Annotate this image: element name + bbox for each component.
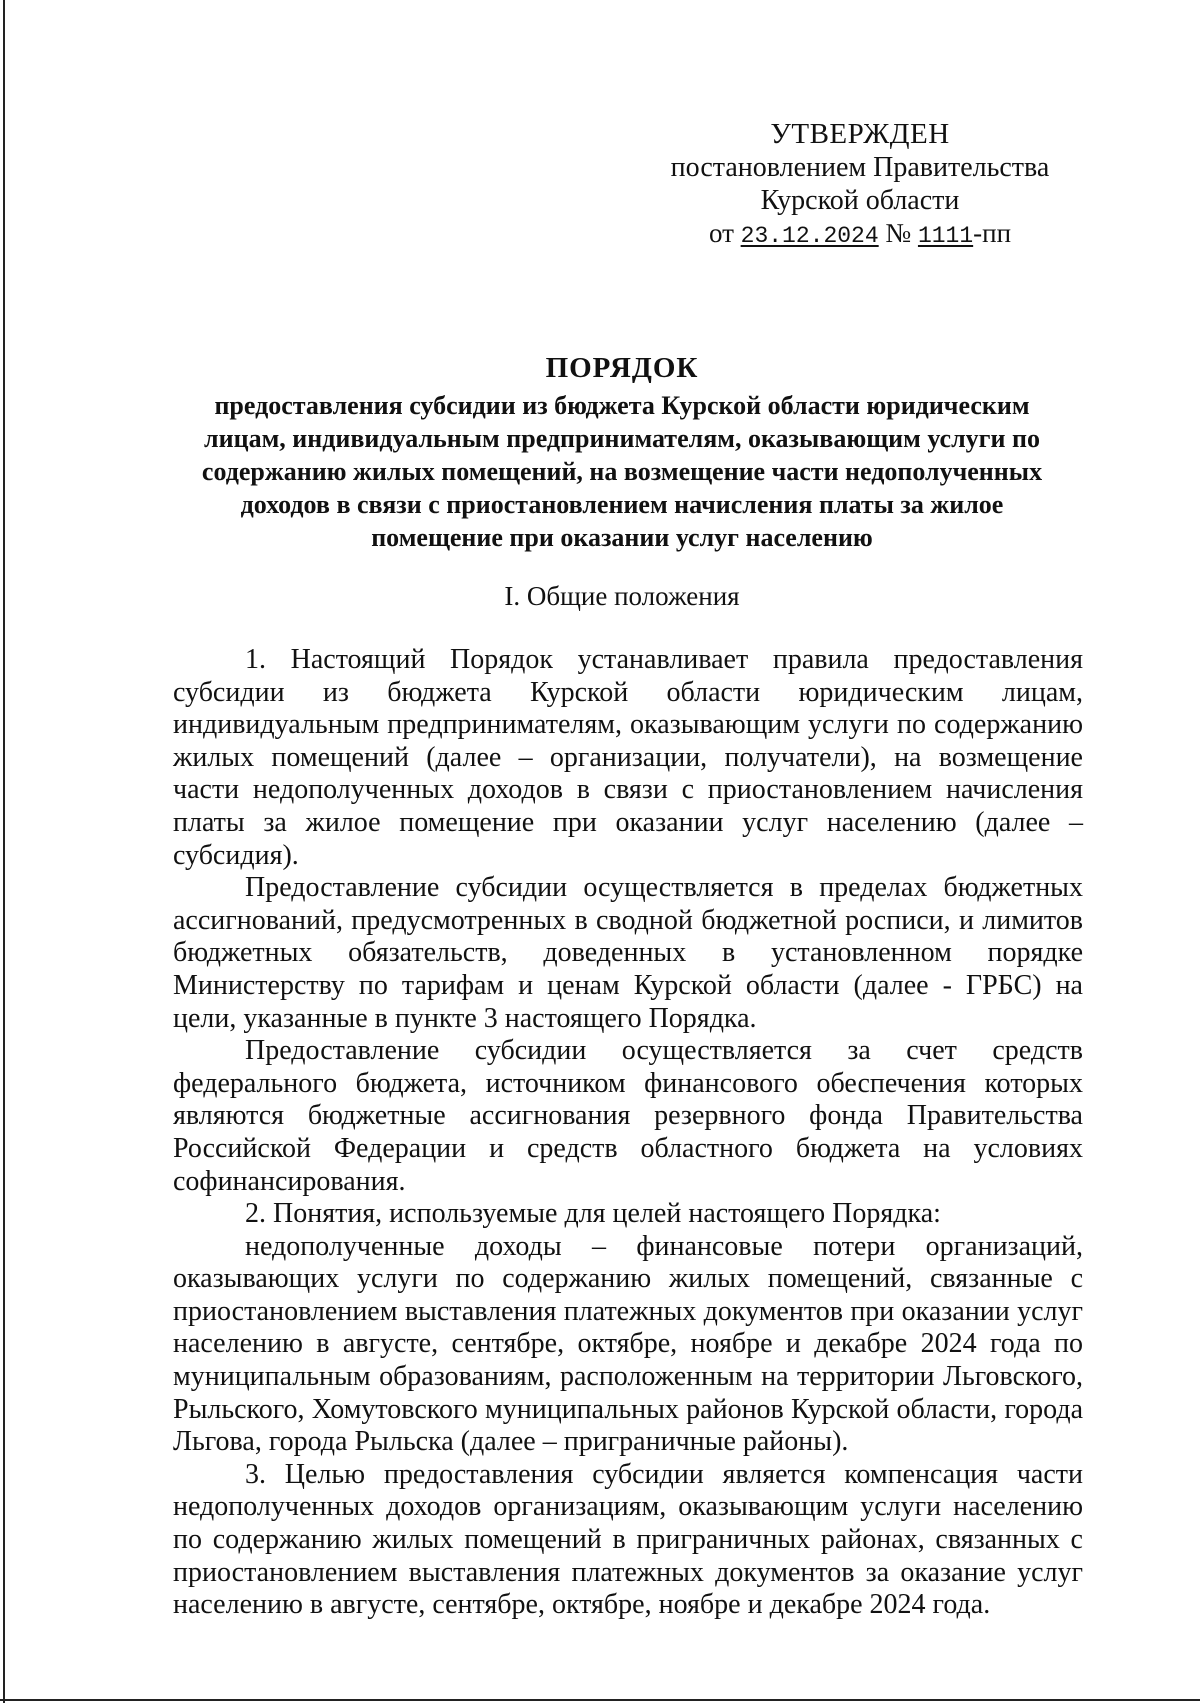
document-body — [173, 644, 1083, 1622]
paragraph-5: недополученные доходы – финансовые потери организаций, оказывающих услуги по содержанию жилых помещений, связанные с приостановлением выставления платежных документов при оказании услуг населению в августе, сентябре, октябре, ноябре и декабре 2024 года по муниципальным образованиям, расположенным на территории Льговского, Рыльского, Хомутовского муниципальных районов Курской области, города Льгова, города Рыльска (далее – приграничные районы). — [173, 1230, 1083, 1458]
approval-date: 23.12.2024 — [740, 223, 879, 249]
approval-stamp-block — [640, 118, 1080, 253]
approval-number-sign: № — [878, 218, 918, 248]
approval-region: Курской области — [760, 185, 960, 216]
approval-issuer: постановлением Правительства — [670, 152, 1050, 183]
approval-date-prefix: от — [708, 218, 741, 248]
paragraph-1: 1. Настоящий Порядок устанавливает правила предоставления субсидии из бюджета Курской области юридическим лицам, индивидуальным предпринимателям, оказывающим услуги по содержанию жилых помещений (далее – организации, получатели), на возмещение части недополученных доходов в связи с приостановлением начисления платы за жилое помещение при оказании услуг населению (далее – субсидия). — [173, 644, 1083, 871]
scan-edge-bottom — [0, 1699, 1200, 1701]
paragraph-2: Предоставление субсидии осуществляется в пределах бюджетных ассигнований, предусмотренных в сводной бюджетной росписи, и лимитов бюджетных обязательств, доведенных в установленном порядке Министерству по тарифам и ценам Курской области (далее - ГРБС) на цели, указанные в пункте 3 настоящего Порядка. — [173, 872, 1083, 1034]
document-title-block — [172, 352, 1072, 554]
approval-title: УТВЕРЖДЕН — [770, 118, 950, 150]
approval-number: 1111 — [917, 223, 974, 249]
paragraph-6: 3. Целью предоставления субсидии является компенсация части недополученных доходов организациям, оказывающим услуги населению по содержанию жилых помещений в приграничных районах, связанных с приостановлением выставления платежных документов за оказание услуг населению в августе, сентябре, октябре, ноябре и декабре 2024 года. — [173, 1458, 1083, 1621]
section-heading: I. Общие положения — [504, 581, 740, 611]
document-title: ПОРЯДОК — [545, 352, 699, 384]
paragraph-3: Предоставление субсидии осуществляется за счет средств федерального бюджета, источником финансового обеспечения которых являются бюджетные ассигнования резервного фонда Правительства Российской Федерации и средств областного бюджета на условиях софинансирования. — [173, 1035, 1083, 1197]
scan-edge-left — [3, 0, 5, 1703]
approval-date-number — [640, 217, 1080, 253]
approval-number-suffix: -пп — [973, 218, 1012, 248]
document-subtitle: предоставления субсидии из бюджета Курской области юридическим лицам, индивидуальным предпринимателям, оказывающим услуги по содержанию жилых помещений, на возмещение части недополученных доходов в связи с приостановлением начисления платы за жилое помещение при оказании услуг населению — [201, 391, 1043, 552]
paragraph-4: 2. Понятия, используемые для целей настоящего Порядка: — [245, 1198, 941, 1230]
